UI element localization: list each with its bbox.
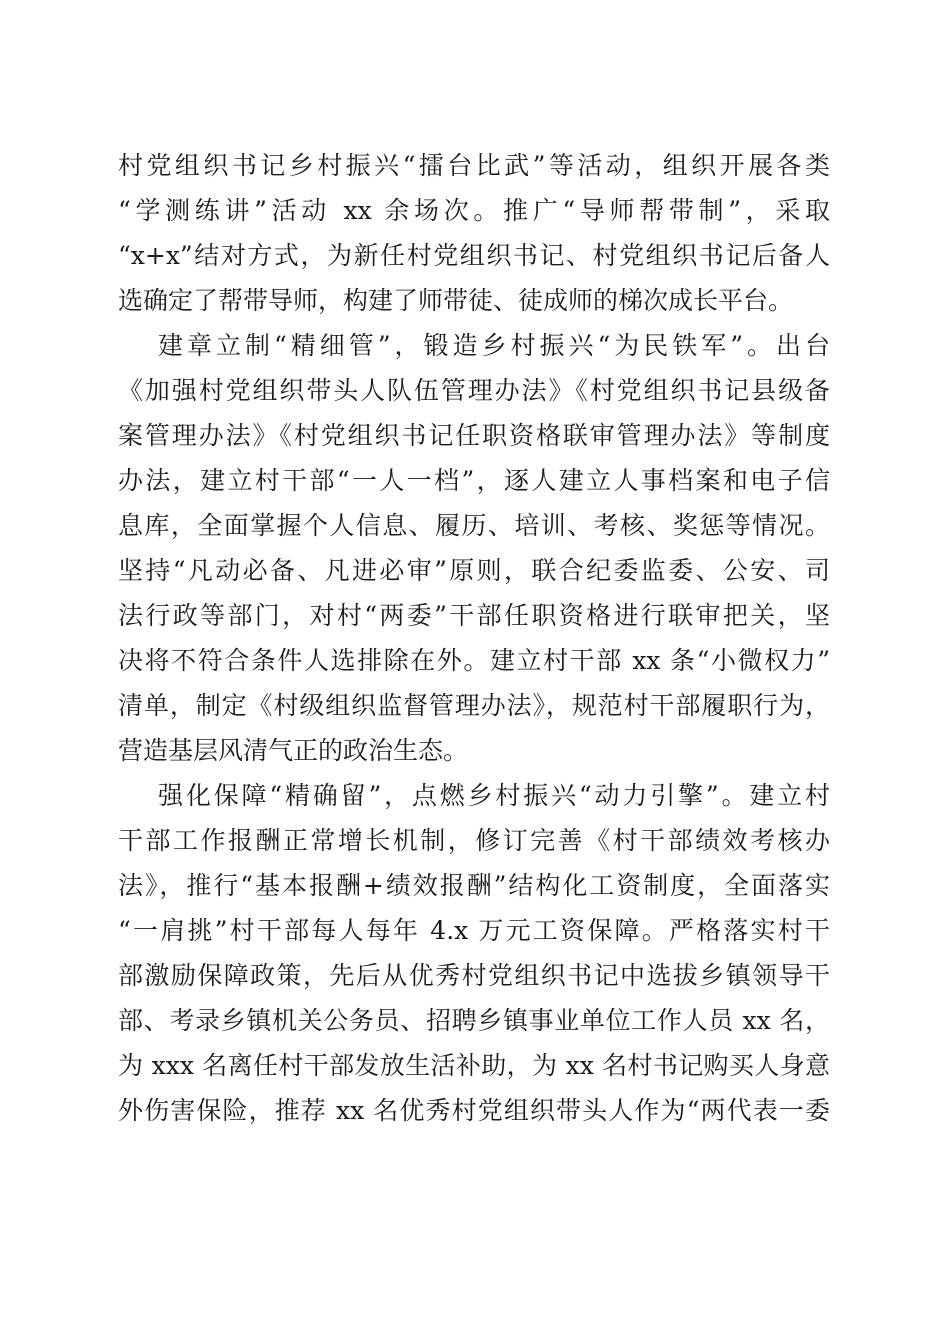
text-line: 部激励保障政策，先后从优秀村党组织书记中选拔乡镇领导干 <box>118 961 830 990</box>
paragraph-start-line: 强化保障“精确留”，点燃乡村振兴“动力引擎”。建立村 <box>158 781 830 810</box>
text-line: 营造基层风清气正的政治生态。 <box>118 736 469 765</box>
text-line: “一肩挑”村干部每人每年 4.x 万元工资保障。严格落实村干 <box>118 916 830 945</box>
text-line: 外伤害保险，推荐 xx 名优秀村党组织带头人作为“两代表一委 <box>118 1096 830 1125</box>
document-body <box>118 143 830 1133</box>
text-line: 法行政等部门，对村“两委”干部任职资格进行联审把关，坚 <box>118 601 830 630</box>
text-line: 案管理办法》《村党组织书记任职资格联审管理办法》等制度 <box>118 421 830 450</box>
text-line: 办法，建立村干部“一人一档”，逐人建立人事档案和电子信 <box>118 466 830 495</box>
text-line: 干部工作报酬正常增长机制，修订完善《村干部绩效考核办 <box>118 826 830 855</box>
text-line: 村党组织书记乡村振兴“擂台比武”等活动，组织开展各类 <box>118 151 830 180</box>
text-line: 决将不符合条件人选排除在外。建立村干部 xx 条“小微权力” <box>118 646 830 675</box>
text-line: 选确定了帮带导师，构建了师带徒、徒成师的梯次成长平台。 <box>118 286 794 315</box>
text-line: 息库，全面掌握个人信息、履历、培训、考核、奖惩等情况。 <box>118 511 830 540</box>
paragraph-start-line: 建章立制“精细管”，锻造乡村振兴“为民铁军”。出台 <box>158 331 830 360</box>
text-line: 为 xxx 名离任村干部发放生活补助，为 xx 名村书记购买人身意 <box>118 1051 830 1080</box>
text-line: “学测练讲”活动 xx 余场次。推广“导师帮带制”，采取 <box>118 196 830 225</box>
text-line: “x+x”结对方式，为新任村党组织书记、村党组织书记后备人 <box>118 241 830 270</box>
text-line: 部、考录乡镇机关公务员、招聘乡镇事业单位工作人员 xx 名， <box>118 1006 830 1035</box>
text-line: 清单，制定《村级组织监督管理办法》，规范村干部履职行为， <box>118 691 830 720</box>
text-line: 坚持“凡动必备、凡进必审”原则，联合纪委监委、公安、司 <box>118 556 830 585</box>
text-line: 《加强村党组织带头人队伍管理办法》《村党组织书记县级备 <box>118 376 830 405</box>
text-line: 法》，推行“基本报酬+绩效报酬”结构化工资制度，全面落实 <box>118 871 830 900</box>
